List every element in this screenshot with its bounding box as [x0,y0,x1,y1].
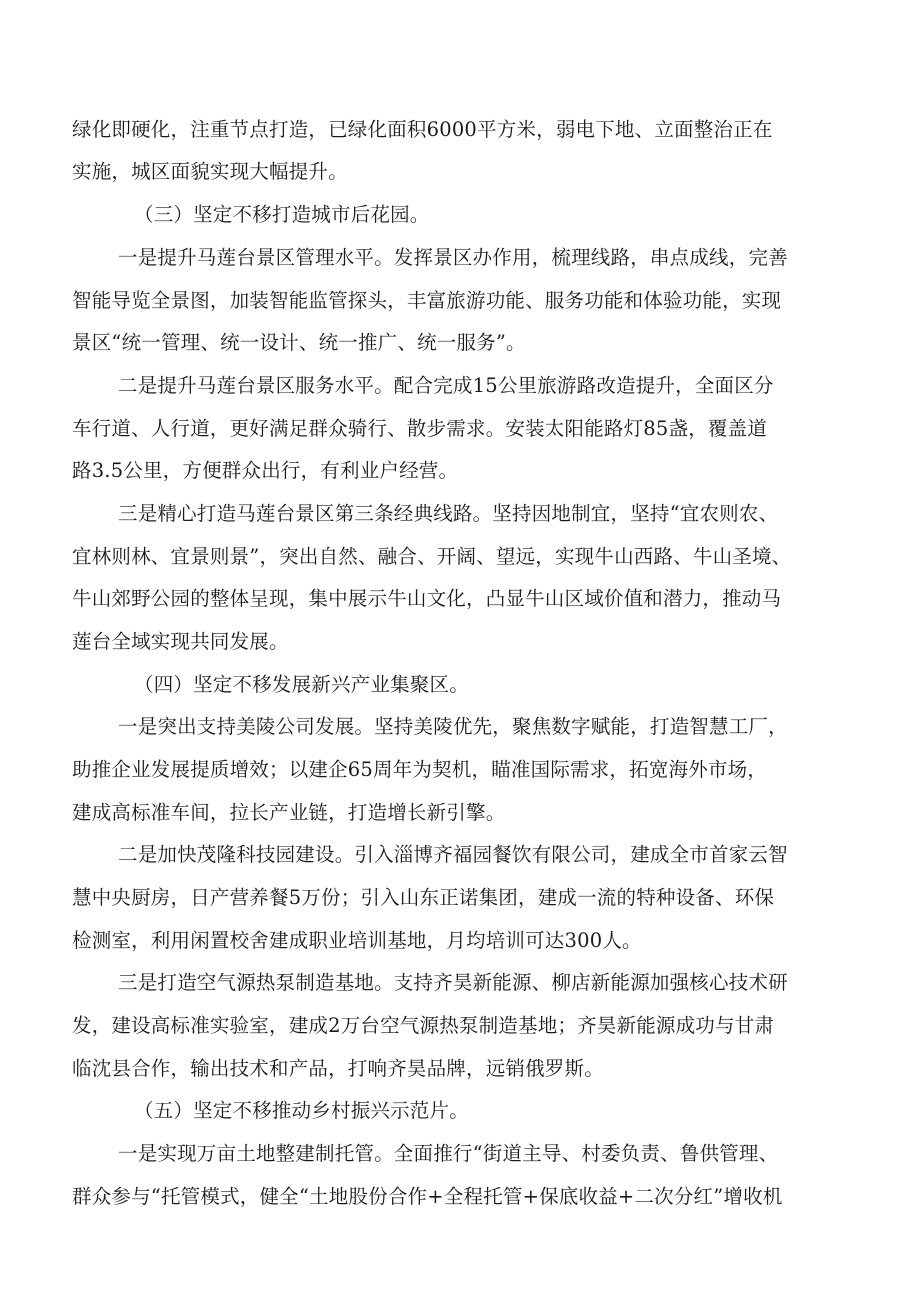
text-line: 群众参与“托管模式，健全“土地股份合作+全程托管+保底收益+二次分红”增收机 [72,1185,783,1208]
section-heading: （五）坚定不移推动乡村振兴示范片。 [134,1099,469,1122]
text-line: 景区“统一管理、统一设计、统一推广、统一服务”。 [72,331,526,354]
text-line: 路3.5公里，方便群众出行，有利业户经营。 [72,459,459,482]
text-line: 检测室，利用闲置校舍建成职业培训基地，月均培训可达300人。 [72,929,642,952]
text-line: 二是加快茂隆科技园建设。引入淄博齐福园餐饮有限公司，建成全市首家云智 [118,843,788,866]
text-line: 绿化即硬化，注重节点打造，已绿化面积6000平方米，弱电下地、立面整治正在 [72,118,773,141]
text-line: 三是打造空气源热泵制造基地。支持齐昊新能源、柳店新能源加强核心技术研 [118,971,788,994]
text-line: 三是精心打造马莲台景区第三条经典线路。坚持因地制宜，坚持“宜农则农、 [118,502,779,525]
text-line: 二是提升马莲台景区服务水平。配合完成15公里旅游路改造提升，全面区分 [118,374,774,397]
text-line: 智能导览全景图，加装智能监管探头，丰富旅游功能、服务功能和体验功能，实现 [72,289,782,312]
text-line: 一是突出支持美陵公司发展。坚持美陵优先，聚焦数字赋能，打造智慧工厂， [118,715,788,738]
text-line: 一是提升马莲台景区管理水平。发挥景区办作用，梳理线路，串点成线，完善 [118,246,788,269]
section-heading: （四）坚定不移发展新兴产业集聚区。 [134,673,469,696]
text-line: 一是实现万亩土地整建制托管。全面推行“街道主导、村委负责、鲁供管理、 [118,1142,779,1165]
text-line: 牛山郊野公园的整体呈现，集中展示牛山文化，凸显牛山区域价值和潜力，推动马 [72,587,782,610]
text-line: 建成高标准车间，拉长产业链，打造增长新引擎。 [72,801,506,824]
section-heading: （三）坚定不移打造城市后花园。 [134,203,430,226]
text-line: 慧中央厨房，日产营养餐5万份；引入山东正诺集团，建成一流的特种设备、环保 [72,886,775,909]
text-line: 莲台全域实现共同发展。 [72,630,289,653]
text-line: 车行道、人行道，更好满足群众骑行、散步需求。安装太阳能路灯85盏，覆盖道 [72,417,768,440]
text-line: 助推企业发展提质增效；以建企65周年为契机，瞄准国际需求，拓宽海外市场， [72,758,768,781]
text-line: 发，建设高标准实验室，建成2万台空气源热泵制造基地；齐昊新能源成功与甘肃 [72,1014,775,1037]
text-line: 实施，城区面貌实现大幅提升。 [72,160,348,183]
text-line: 临沈县合作，输出技术和产品，打响齐昊品牌，远销俄罗斯。 [72,1057,604,1080]
text-line: 宜林则林、宜景则景”，突出自然、融合、开阔、望远，实现牛山西路、牛山圣境、 [72,545,792,568]
